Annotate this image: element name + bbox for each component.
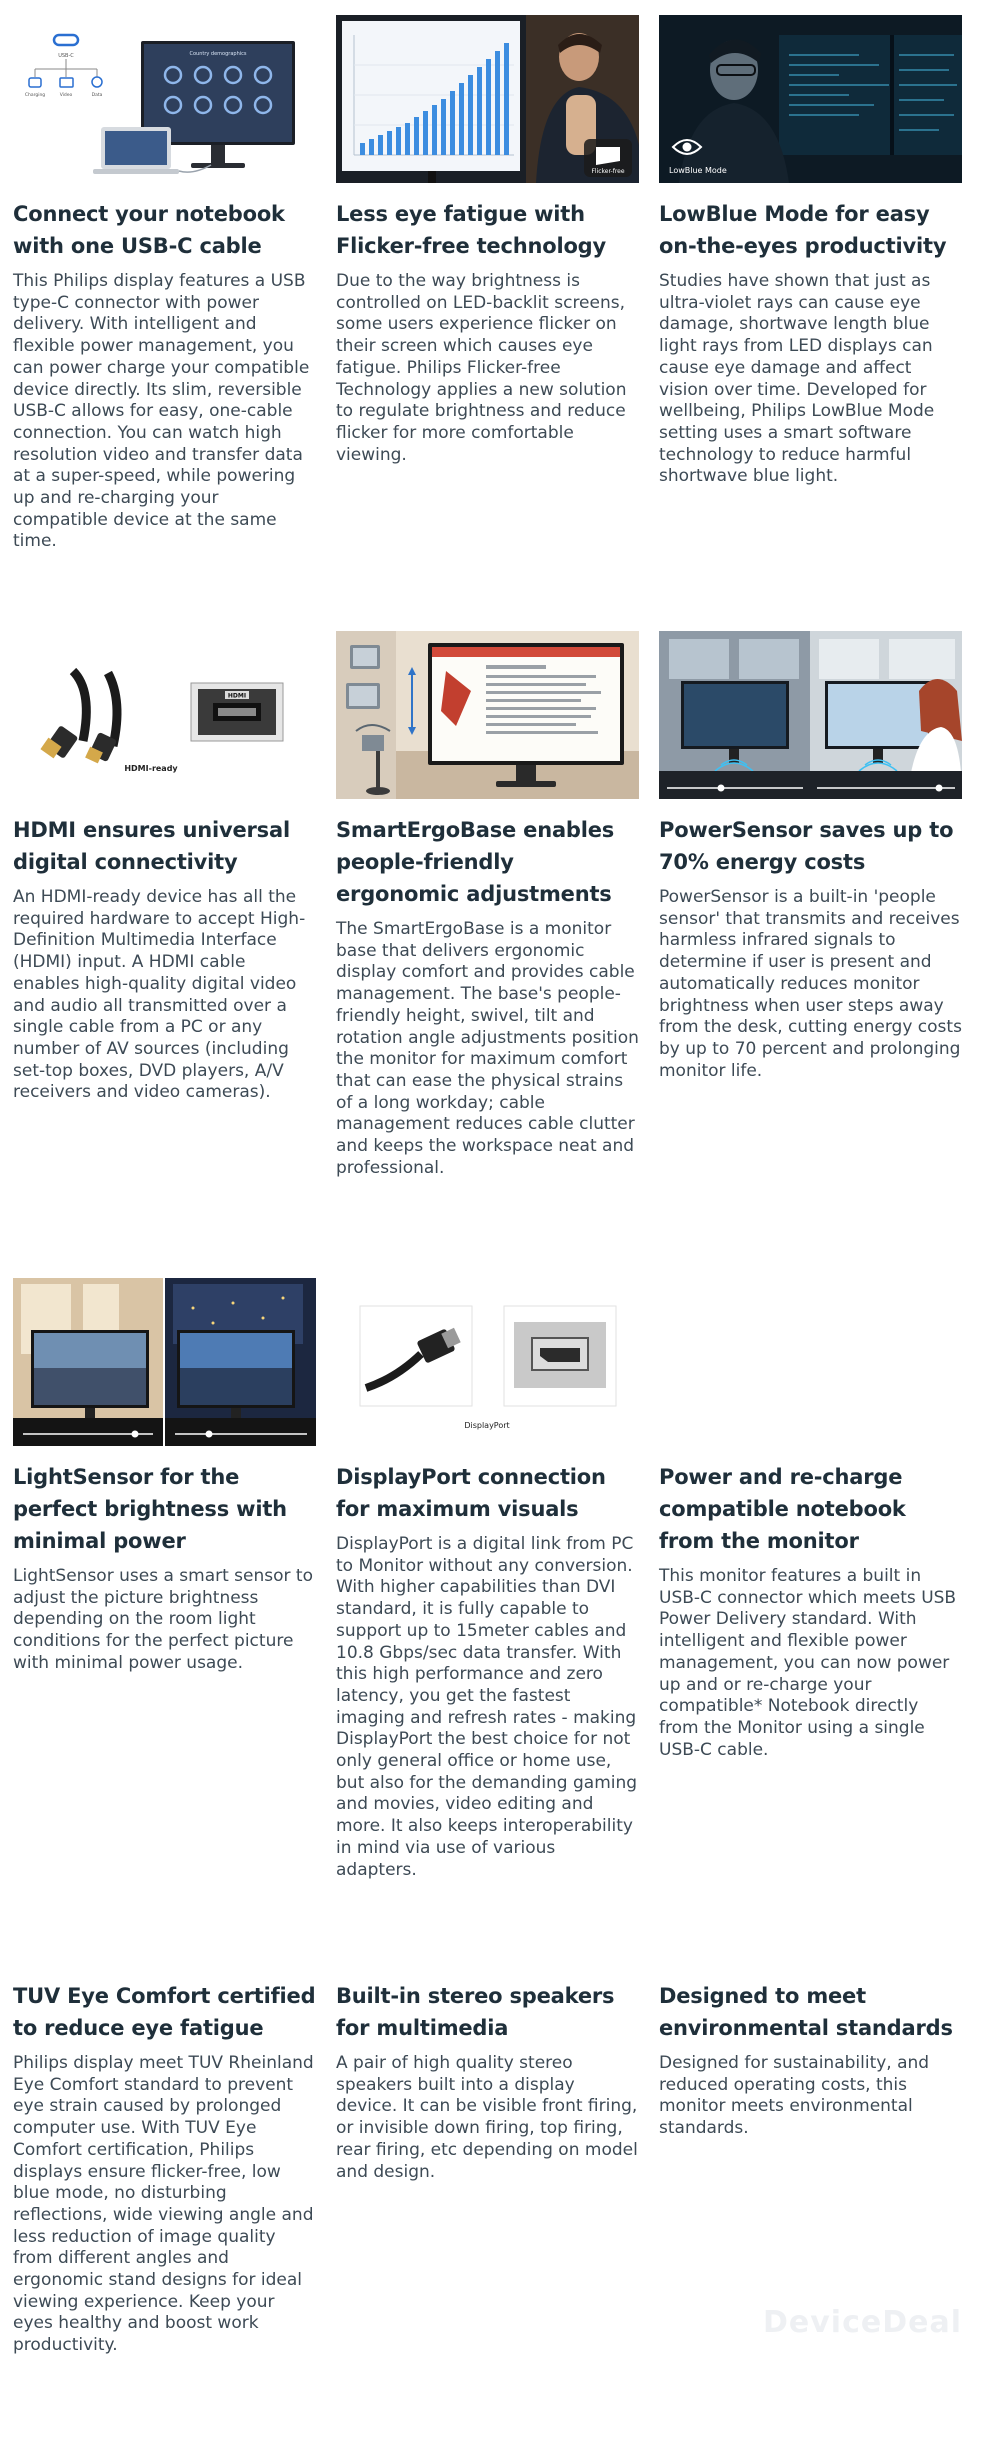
powersensor-image <box>659 631 962 799</box>
feature-tuv-eye-comfort <box>13 1949 316 2357</box>
monitor-screen-title: Country demographics <box>189 51 247 57</box>
feature-description: PowerSensor is a built-in 'people sensor' that transmits and receives harmless infrared signals to determine if user is present and automatically reduces monitor brightness when user steps away from the desk, cutting energy costs by up to 70 percent and prolonging monitor life. <box>659 887 962 1081</box>
feature-powersensor <box>659 631 962 1082</box>
displayport-port-graphic <box>504 1306 616 1406</box>
hdmi-port-label: HDMI <box>227 692 247 700</box>
tilt-adjust-icon <box>350 645 380 669</box>
displayport-image <box>336 1278 639 1446</box>
flicker-free-badge-label: Flicker-free <box>591 168 625 175</box>
feature-power-recharge <box>659 1278 962 1761</box>
feature-title: LightSensor for the perfect brightness with minimal power <box>13 1465 287 1553</box>
feature-description: An HDMI-ready device has all the required hardware to accept High-Definition Multimedia Interface (HDMI) input. A HDMI cable enables high-quality digital video and audio all transmitted over a single cable from a PC or any number of AV sources (including set-top boxes, DVD players, A/V receivers and video cameras). <box>13 887 306 1103</box>
feature-stereo-speakers <box>336 1949 639 2183</box>
feature-description: DisplayPort is a digital link from PC to Monitor without any conversion. With higher capabilities than DVI standard, it is fully capable to support up to 15meter cables and 10.8 Gbps/sec data transfer. With this high performance and zero latency, you get the fastest imaging and refresh rates - making DisplayPort the best choice for not only general office or home use, but also for the demanding gaming and movies, video editing and more. It also keeps interoperability in mind via use of various adapters. <box>336 1534 638 1880</box>
displayport-label: DisplayPort <box>464 1421 510 1430</box>
feature-environmental <box>659 1949 962 2140</box>
feature-description: The SmartErgoBase is a monitor base that delivers ergonomic display comfort and provides cable management. The base's people-friendly height, swivel, tilt and rotation angle adjustments position the monitor for maximum comfort that can ease the physical strains of a long workday; cable management reduces cable clutter and keeps the workspace neat and professional. <box>336 919 639 1178</box>
video-label: Video <box>59 93 73 98</box>
feature-description: Designed for sustainability, and reduced operating costs, this monitor meets environmental standards. <box>659 2053 930 2139</box>
smartergobase-image <box>336 631 639 799</box>
usb-c-diagram-image <box>13 15 316 183</box>
feature-title: PowerSensor saves up to 70% energy costs <box>659 818 954 874</box>
lowblue-mode-label: LowBlue Mode <box>669 166 727 175</box>
feature-title: HDMI ensures universal digital connectivity <box>13 818 290 874</box>
hdmi-image <box>13 631 316 799</box>
feature-description: This Philips display features a USB type-C connector with power delivery. With intelligent and flexible power management, you can power charge your compatible device directly. Its slim, reversible USB-C allows for easy, one-cable connection. You can watch high resolution video and transfer data at a super-speed, while powering up and re-charging your compatible device at the same time. <box>13 271 310 552</box>
displayport-cable-graphic <box>360 1306 472 1406</box>
feature-description: Studies have shown that just as ultra-violet rays can cause eye damage, shortwave length blue light rays from LED displays can cause eye damage and affect vision over time. Developed for wellbeing, Philips LowBlue Mode setting uses a smart software technology to reduce harmful shortwave blue light. <box>659 271 935 487</box>
lowblue-image <box>659 15 962 183</box>
feature-title: SmartErgoBase enables people-friendly ergonomic adjustments <box>336 818 615 906</box>
feature-title: Built-in stereo speakers for multimedia <box>336 1984 615 2040</box>
feature-description: This monitor features a built in USB-C connector which meets USB Power Delivery standard. With intelligent and flexible power management, you can now power up and or re-charge your compatible* Notebook directly from the Monitor using a single USB-C cable. <box>659 1566 957 1760</box>
power-recharge-image-placeholder <box>659 1278 962 1446</box>
feature-smartergobase <box>336 631 639 1179</box>
feature-description: LightSensor uses a smart sensor to adjust the picture brightness depending on the room light conditions for the perfect picture with minimal power usage. <box>13 1566 313 1673</box>
feature-description: Due to the way brightness is controlled on LED-backlit screens, some users experience flicker on their screen which causes eye fatigue. Philips Flicker-free Technology applies a new solution to regulate brightness and reduce flicker for more comfortable viewing. <box>336 271 627 465</box>
feature-usb-c <box>13 15 316 553</box>
feature-title: Less eye fatigue with Flicker-free technology <box>336 202 606 258</box>
feature-lightsensor <box>13 1278 316 1675</box>
usb-c-label: USB-C <box>58 53 74 59</box>
feature-hdmi <box>13 631 316 1104</box>
charging-label: Charging <box>24 93 46 98</box>
lightsensor-image <box>13 1278 316 1446</box>
feature-title: Designed to meet environmental standards <box>659 1984 953 2040</box>
feature-title: Power and re-charge compatible notebook from the monitor <box>659 1465 906 1553</box>
feature-title: DisplayPort connection for maximum visuals <box>336 1465 606 1521</box>
feature-description: Philips display meet TUV Rheinland Eye Comfort standard to prevent eye strain caused by prolonged computer use. With TUV Eye Comfort certification, Philips displays ensure flicker-free, low blue mode, no disturbing reflections, wide viewing angle and less reduction of image quality from different angles and ergonomic stand designs for ideal viewing experience. Keep your eyes healthy and boost work productivity. <box>13 2053 314 2356</box>
feature-displayport <box>336 1278 639 1881</box>
data-label: Data <box>91 93 103 98</box>
feature-description: A pair of high quality stereo speakers built into a display device. It can be visible front firing, or invisible down firing, top firing, rear firing, etc depending on model and design. <box>336 2053 638 2182</box>
feature-title: TUV Eye Comfort certified to reduce eye fatigue <box>13 1984 316 2040</box>
hdmi-ready-label: HDMI-ready <box>124 764 178 773</box>
feature-flicker-free <box>336 15 639 466</box>
feature-title: Connect your notebook with one USB-C cable <box>13 202 285 258</box>
hdmi-port-graphic <box>191 683 283 741</box>
flicker-free-image <box>336 15 639 183</box>
feature-title: LowBlue Mode for easy on-the-eyes productivity <box>659 202 947 258</box>
feature-lowblue <box>659 15 962 488</box>
devicedeal-watermark: DeviceDeal <box>763 2305 962 2340</box>
height-adjust-icon <box>346 683 380 709</box>
